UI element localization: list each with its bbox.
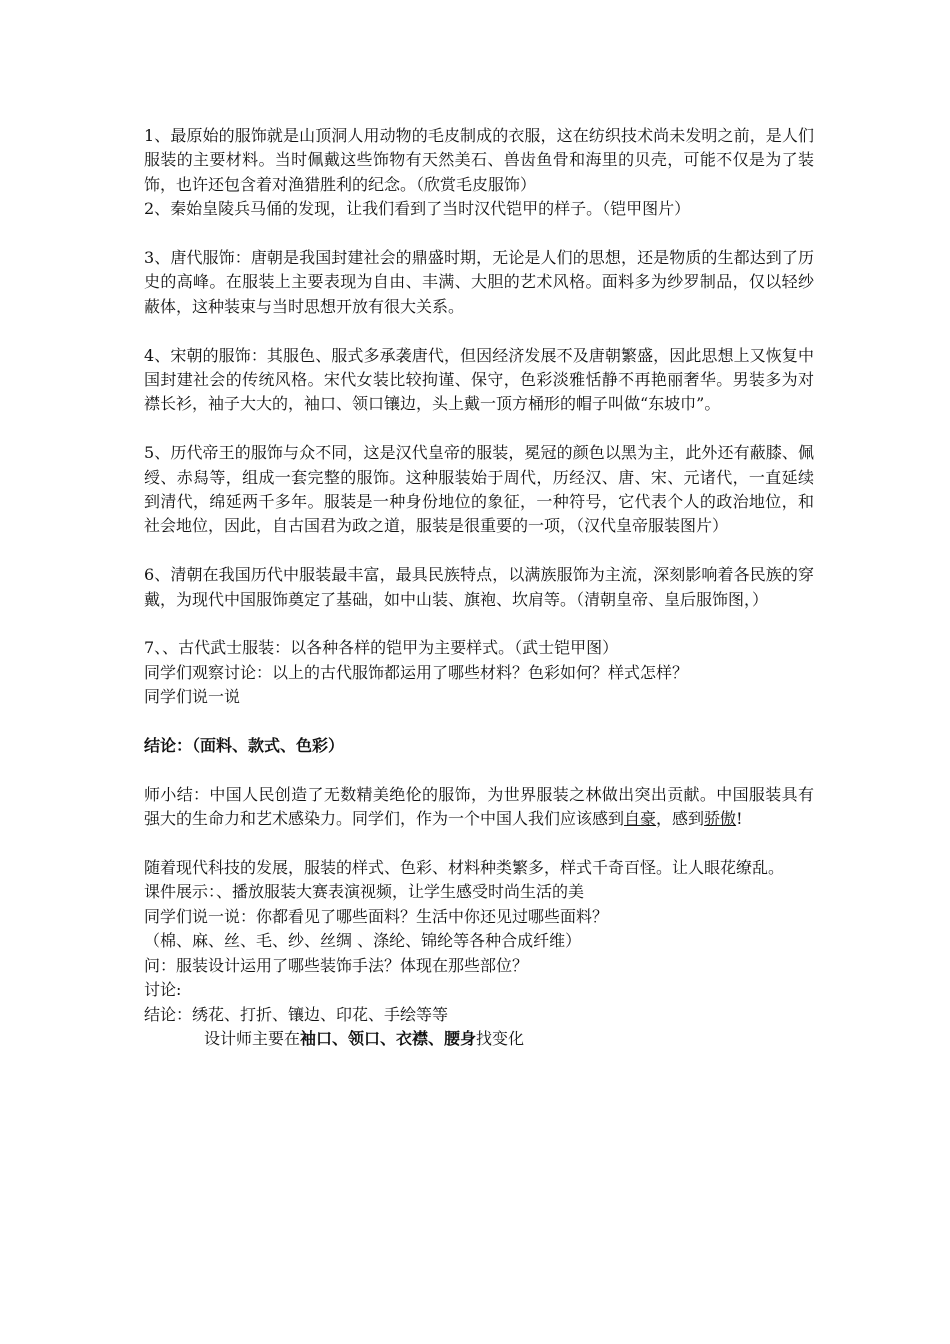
spacer [144,417,814,441]
underlined-word-pride: 自豪 [624,809,657,829]
paragraph-modern-fashion: 随着现代科技的发展，服装的样式、色彩、材料种类繁多，样式千奇百怪。让人眼花缭乱。 [144,858,785,878]
discussion-prompt: 同学们说一说 [144,687,241,707]
conclusion-heading: 结论：（面料、款式、色彩） [144,736,345,756]
designer-suffix: 找变化 [476,1028,525,1048]
paragraph-terracotta-army: 2、秦始皇陵兵马俑的发现，让我们看到了当时汉代铠甲的样子。（铠甲图片） [144,199,691,219]
line-fabrics-list: （棉、麻、丝、毛、纱、丝绸 、涤纶、锦纶等各种合成纤维） [144,931,582,951]
paragraph-primitive-clothing: 1、最原始的服饰就是山顶洞人用动物的毛皮制成的衣服，这在纺织技术尚未发明之前，是人们服装的主要材料。当时佩戴这些饰物有天然美石、兽齿鱼骨和海里的贝壳，可能不仅是为了装饰，也许还包含着对渔猎胜利的纪念。（欣赏毛皮服饰） [144,126,814,194]
document-page [144,124,814,1051]
spacer [144,222,814,246]
spacer [144,758,814,782]
line-fabrics-question: 同学们说一说：你都看见了哪些面料？生活中你还见过哪些面料？ [144,906,609,926]
paragraph-qing-dynasty: 6、清朝在我国历代中服装最丰富，最具民族特点，以满族服饰为主流，深刻影响着各民族的穿戴，为现代中国服饰奠定了基础，如中山装、旗袍、坎肩等。（清朝皇帝、皇后服饰图，） [144,565,814,609]
line-decoration-question: 问：服装设计运用了哪些装饰手法？体现在那些部位？ [144,955,529,975]
summary-text: 师小结：中国人民创造了无数精美绝伦的服饰，为世界服装之林做出突出贡献。中国服装具有强大的生命力和艺术感染力。同学们，作为一个中国人我们应该感到 [144,784,814,829]
line-courseware: 课件展示：、播放服装大赛表演视频，让学生感受时尚生活的美 [144,882,585,902]
paragraph-emperor-clothing: 5、历代帝王的服饰与众不同，这是汉代皇帝的服装，冕冠的颜色以黑为主，此外还有蔽膝、佩绶、赤舄等，组成一套完整的服饰。这种服装始于周代，历经汉、唐、宋、元诸代，一直延续到清代，绵延两千多年。服装是一种身份地位的象征，一种符号，它代表个人的政治地位，和社会地位，因此，自古国君为政之道，服装是很重要的一项，（汉代皇帝服装图片） [144,443,814,536]
designer-bold-parts: 袖口、领口、衣襟、腰身 [300,1028,477,1048]
teacher-summary [144,783,814,832]
summary-text-end: ! [736,809,743,829]
paragraph-warrior-clothing: 7、、古代武士服装：以各种各样的铠甲为主要样式。（武士铠甲图） [144,638,619,658]
line-conclusion-techniques: 结论：绣花、打折、镶边、印花、手绘等等 [144,1004,449,1024]
spacer [144,612,814,636]
paragraph-tang-dynasty: 3、唐代服饰：唐朝是我国封建社会的鼎盛时期，无论是人们的思想，还是物质的生都达到了历史的高峰。在服装上主要表现为自由、丰满、大胆的艺术风格。面料多为纱罗制品，仅以轻纱蔽体，这种装束与当时思想开放有很大关系。 [144,248,814,316]
line-designer-focus [144,1027,814,1051]
spacer [144,710,814,734]
paragraph-song-dynasty: 4、宋朝的服饰：其服色、服式多承袭唐代，但因经济发展不及唐朝繁盛，因此思想上又恢复中国封建社会的传统风格。宋代女装比较拘谨、保守，色彩淡雅恬静不再艳丽奢华。男装多为对襟长衫，袖子大大的，袖口、领口镶边，头上戴一顶方桶形的帽子叫做“东坡巾”。 [144,345,814,414]
spacer [144,539,814,563]
spacer [144,319,814,343]
discussion-question: 同学们观察讨论：以上的古代服饰都运用了哪些材料？色彩如何？样式怎样？ [144,662,689,682]
underlined-word-proud: 骄傲 [704,809,737,829]
line-discussion: 讨论: [144,980,182,1000]
summary-text-mid: ，感到 [656,809,705,829]
designer-prefix: 设计师主要在 [204,1028,301,1048]
spacer [144,832,814,856]
